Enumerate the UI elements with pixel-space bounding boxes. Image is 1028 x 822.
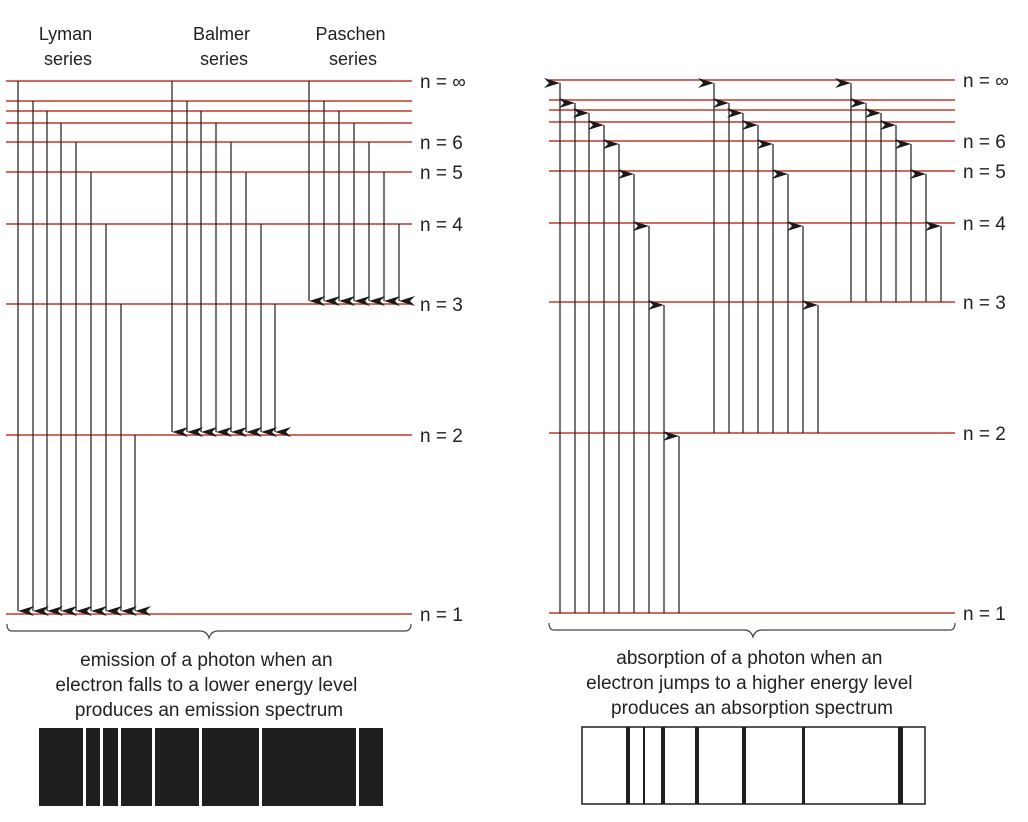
balmer-label-line2: series [199, 49, 249, 69]
emission-spectrum [39, 728, 383, 806]
emission-spectrum-background [39, 728, 383, 806]
paschen-series-arrows [309, 81, 399, 301]
absorption-caption [586, 648, 918, 719]
balmer-series-label [193, 24, 255, 69]
emission-spectral-line [259, 728, 262, 806]
emission-brace [7, 624, 411, 638]
lyman-label-line2: series [43, 49, 93, 69]
emission-level-lines [6, 81, 412, 614]
emission-spectral-line [100, 728, 103, 806]
absorption-from-n3-arrows [851, 83, 941, 302]
emission-level-label-4: n = 4 [420, 215, 463, 236]
absorption-spectral-line [742, 727, 746, 804]
emission-caption [55, 650, 362, 721]
absorption-panel [549, 71, 1009, 804]
absorption-level-labels [963, 71, 1009, 625]
emission-level-label-1: n = 1 [420, 605, 463, 626]
emission-spectral-line [356, 728, 359, 806]
absorption-level-label-inf: n = ∞ [963, 71, 1009, 92]
absorption-spectrum [582, 727, 925, 804]
emission-level-label-inf: n = ∞ [420, 72, 466, 93]
emission-caption-line2: electron falls to a lower energy level [55, 675, 358, 696]
absorption-spectral-line [643, 727, 645, 804]
absorption-spectral-line [695, 727, 699, 804]
balmer-series-arrows [172, 81, 275, 432]
emission-level-labels [420, 72, 466, 626]
absorption-level-label-5: n = 5 [963, 162, 1006, 183]
emission-spectral-line [83, 728, 86, 806]
paschen-series-label [315, 24, 390, 69]
paschen-label-line2: series [328, 49, 378, 69]
emission-level-label-5: n = 5 [420, 163, 463, 184]
absorption-level-lines [549, 80, 955, 613]
absorption-from-n1-arrows [560, 83, 679, 613]
absorption-spectral-line [802, 727, 805, 804]
absorption-level-label-4: n = 4 [963, 214, 1006, 235]
emission-level-label-3: n = 3 [420, 295, 463, 316]
absorption-spectrum-background [582, 727, 925, 804]
lyman-series-arrows [18, 81, 135, 611]
absorption-caption-line3: produces an absorption spectrum [611, 698, 893, 719]
absorption-brace [549, 623, 955, 637]
emission-panel [6, 24, 466, 806]
emission-caption-line1: emission of a photon when an [80, 650, 333, 671]
lyman-series-label [39, 24, 97, 69]
absorption-spectral-line [898, 727, 903, 804]
balmer-label-line1: Balmer [192, 24, 250, 44]
emission-spectral-line [199, 728, 202, 806]
emission-spectral-line [152, 728, 155, 806]
emission-level-label-2: n = 2 [420, 426, 463, 447]
absorption-spectral-line [661, 727, 665, 804]
emission-level-label-6: n = 6 [420, 133, 463, 154]
absorption-caption-line1: absorption of a photon when an [616, 648, 883, 669]
absorption-level-label-2: n = 2 [963, 424, 1006, 445]
absorption-level-label-6: n = 6 [963, 132, 1006, 153]
emission-caption-line3: produces an emission spectrum [74, 700, 344, 721]
absorption-caption-line2: electron jumps to a higher energy level [586, 673, 913, 694]
absorption-spectral-line [626, 727, 630, 804]
absorption-from-n2-arrows [714, 83, 818, 433]
absorption-level-label-1: n = 1 [963, 604, 1006, 625]
emission-spectral-line [118, 728, 121, 806]
lyman-label-line1: Lyman [38, 24, 93, 44]
paschen-label-line1: Paschen [315, 24, 386, 44]
absorption-level-label-3: n = 3 [963, 293, 1006, 314]
